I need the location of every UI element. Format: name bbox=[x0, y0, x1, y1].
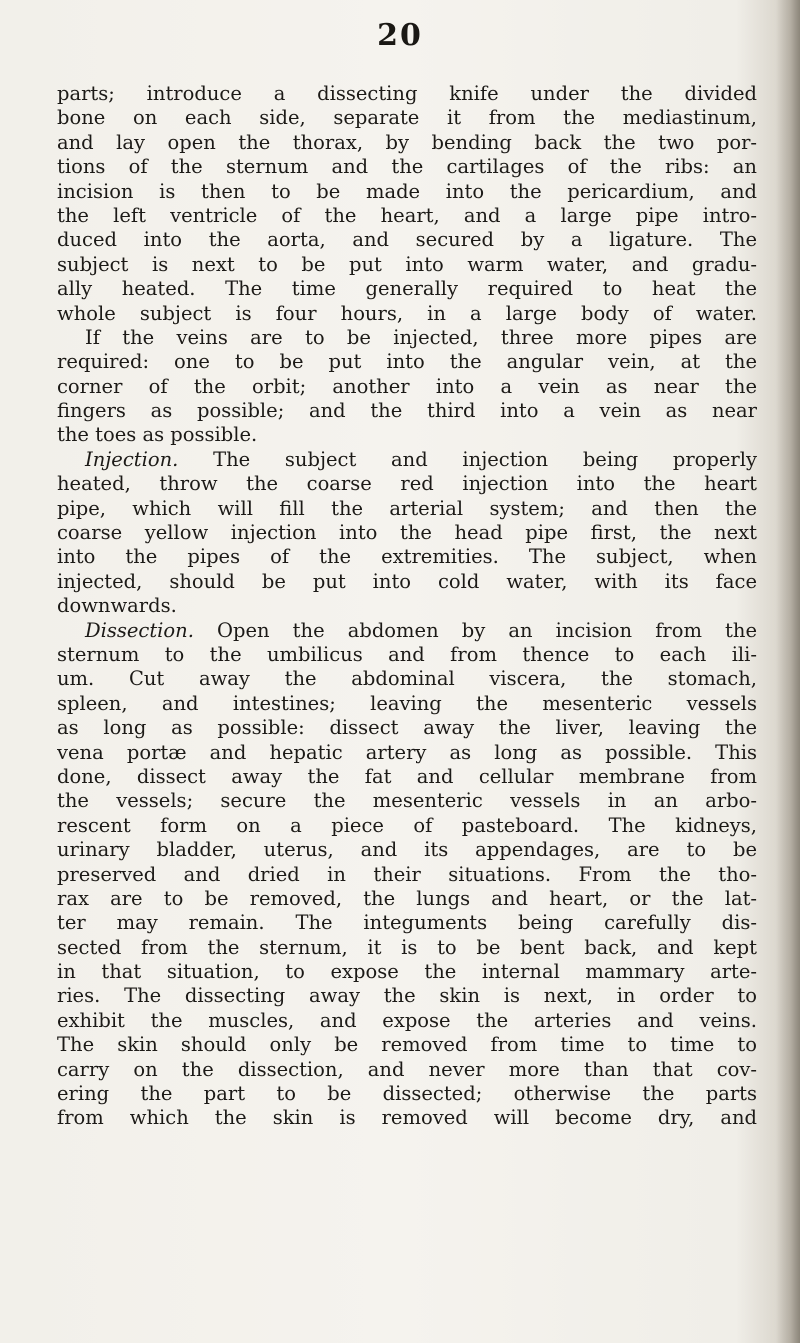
text-line: urinary bladder, uterus, and its appendages, are to be bbox=[57, 838, 757, 862]
text-line: from which the skin is removed will become dry, and bbox=[57, 1106, 757, 1130]
text-line: incision is then to be made into the pericardium, and bbox=[57, 179, 757, 203]
text-line: ter may remain. The integuments being carefully dis- bbox=[57, 911, 757, 935]
text-line: bone on each side, separate it from the mediastinum, bbox=[57, 106, 757, 130]
text-line: parts; introduce a dissecting knife under the divided bbox=[57, 82, 757, 105]
text-line: ally heated. The time generally required to heat the bbox=[57, 277, 757, 301]
text-line: carry on the dissection, and never more than that cov- bbox=[57, 1057, 757, 1081]
body-text bbox=[57, 82, 757, 1131]
text-line: and lay open the thorax, by bending back the two por- bbox=[57, 130, 757, 154]
text-line: heated, throw the coarse red injection into the heart bbox=[57, 472, 757, 496]
text-line-dissection-heading bbox=[57, 619, 757, 643]
text-line: rax are to be removed, the lungs and heart, or the lat- bbox=[57, 886, 757, 910]
text-line: sected from the sternum, it is to be bent back, and kept bbox=[57, 935, 757, 959]
text-line: If the veins are to be injected, three more pipes are bbox=[85, 325, 757, 349]
text-line: into the pipes of the extremities. The subject, when bbox=[57, 545, 757, 569]
text-line: um. Cut away the abdominal viscera, the stomach, bbox=[57, 667, 757, 691]
text-line: required: one to be put into the angular vein, at the bbox=[57, 350, 757, 374]
text-line: ries. The dissecting away the skin is next, in order to bbox=[57, 984, 757, 1008]
text-line: coarse yellow injection into the head pipe first, the next bbox=[57, 521, 757, 545]
text-line: ering the part to be dissected; otherwise the parts bbox=[57, 1082, 757, 1106]
text-line: in that situation, to expose the internal mammary arte- bbox=[57, 960, 757, 984]
text-line: preserved and dried in their situations. From the tho- bbox=[57, 862, 757, 886]
text-line: corner of the orbit; another into a vein as near the bbox=[57, 374, 757, 398]
text-line: sternum to the umbilicus and from thence to each ili- bbox=[57, 642, 757, 666]
text-line: pipe, which will fill the arterial system; and then the bbox=[57, 496, 757, 520]
text-line: duced into the aorta, and secured by a ligature. The bbox=[57, 228, 757, 252]
dissection-label: Dissection. bbox=[85, 618, 194, 642]
dissection-line-rest: Open the abdomen by an incision from the bbox=[193, 618, 757, 642]
text-line: exhibit the muscles, and expose the arteries and veins. bbox=[57, 1008, 757, 1032]
text-line: fingers as possible; and the third into a vein as near bbox=[57, 399, 757, 423]
text-line: tions of the sternum and the cartilages of the ribs: an bbox=[57, 155, 757, 179]
text-line: as long as possible: dissect away the liver, leaving the bbox=[57, 716, 757, 740]
text-line: the toes as possible. bbox=[57, 423, 258, 447]
text-line: the left ventricle of the heart, and a large pipe intro- bbox=[57, 203, 757, 227]
text-line: whole subject is four hours, in a large body of water. bbox=[57, 301, 757, 325]
text-line: done, dissect away the fat and cellular membrane from bbox=[57, 764, 757, 788]
page-number: 20 bbox=[377, 18, 423, 53]
injection-line-rest: The subject and injection being properly bbox=[178, 447, 757, 471]
text-line: the vessels; secure the mesenteric vessels in an arbo- bbox=[57, 789, 757, 813]
text-line: subject is next to be put into warm water, and gradu- bbox=[57, 252, 757, 276]
binding-shadow bbox=[776, 0, 800, 1343]
text-line: vena portæ and hepatic artery as long as possible. This bbox=[57, 740, 757, 764]
text-line: The skin should only be removed from time to time to bbox=[57, 1033, 757, 1057]
text-line: injected, should be put into cold water, with its face bbox=[57, 569, 757, 593]
text-line: downwards. bbox=[57, 594, 177, 618]
text-line: spleen, and intestines; leaving the mesenteric vessels bbox=[57, 691, 757, 715]
text-line: rescent form on a piece of pasteboard. The kidneys, bbox=[57, 813, 757, 837]
text-line-injection-heading bbox=[57, 448, 757, 472]
injection-label: Injection. bbox=[85, 447, 179, 471]
